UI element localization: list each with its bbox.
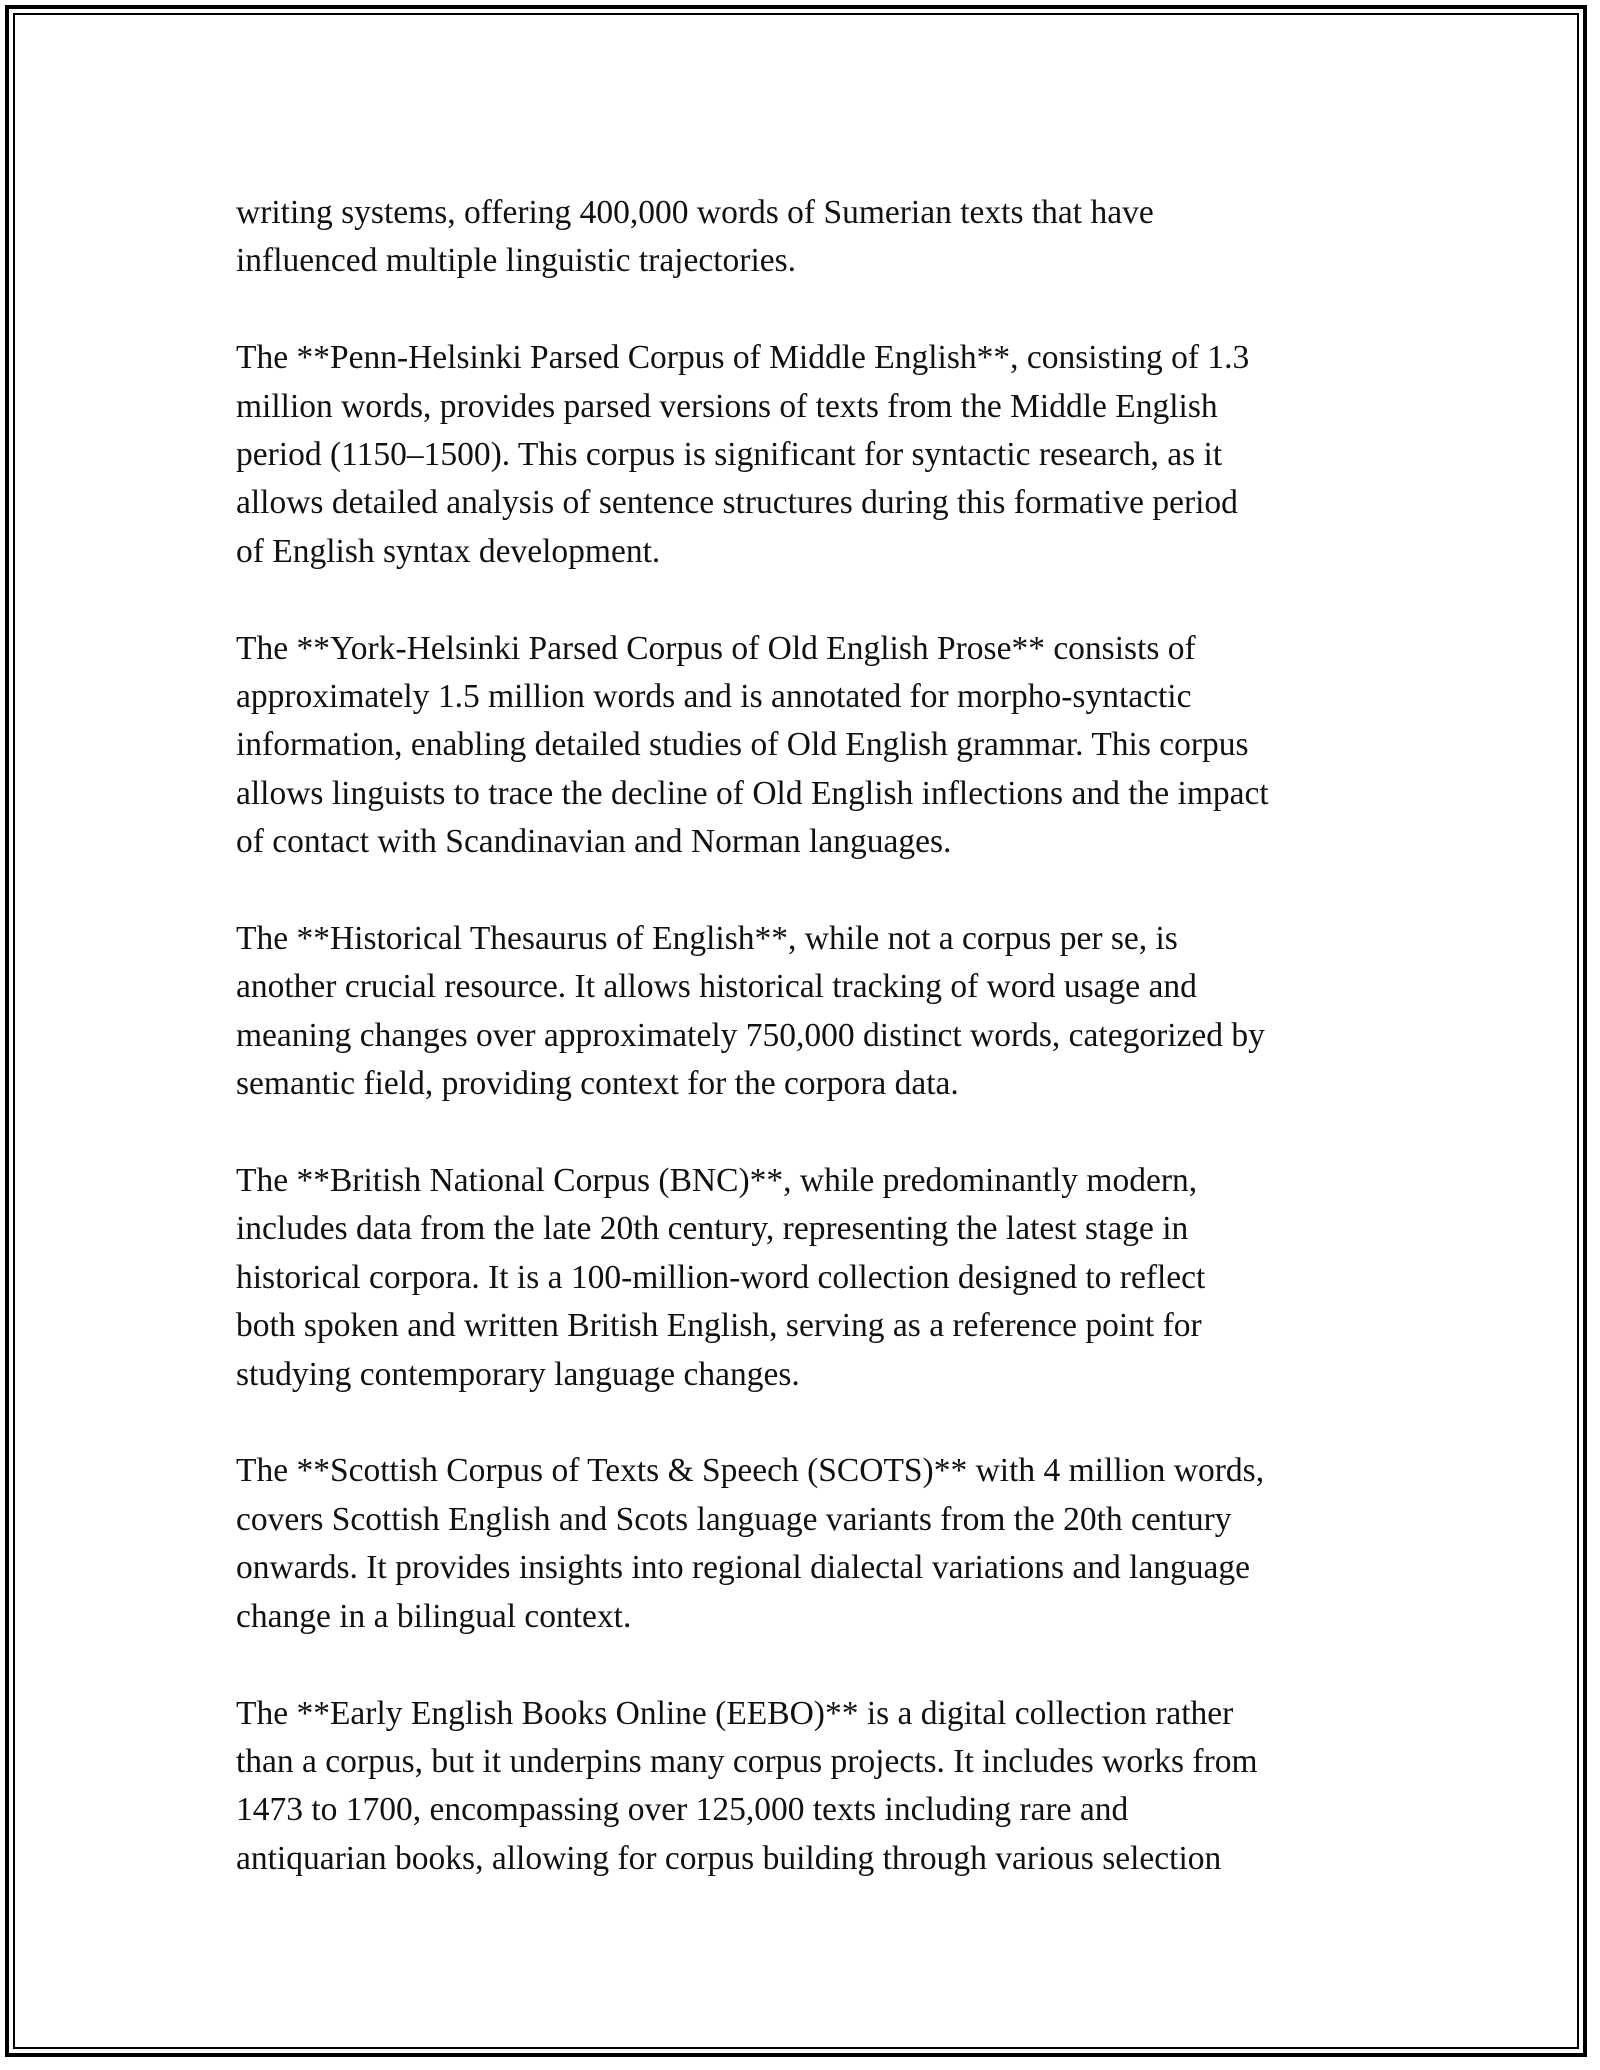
paragraph-historical-thesaurus <box>236 915 1384 1109</box>
text-line: of English syntax development. <box>236 532 661 570</box>
text-line: The **British National Corpus (BNC)**, while predominantly modern, <box>236 1162 1198 1200</box>
text-line: of contact with Scandinavian and Norman languages. <box>236 823 952 861</box>
text-line: The **Historical Thesaurus of English**, while not a corpus per se, is <box>236 920 1178 958</box>
text-line: The **Penn-Helsinki Parsed Corpus of Middle English**, consisting of 1.3 <box>236 339 1250 377</box>
text-line: allows linguists to trace the decline of Old English inflections and the impact <box>236 774 1269 812</box>
text-line: than a corpus, but it underpins many corpus projects. It includes works from <box>236 1742 1258 1780</box>
text-line: onwards. It provides insights into regional dialectal variations and language <box>236 1549 1251 1587</box>
text-line: The **York-Helsinki Parsed Corpus of Old English Prose** consists of <box>236 629 1196 667</box>
text-line: period (1150–1500). This corpus is significant for syntactic research, as it <box>236 436 1223 474</box>
paragraph-penn-helsinki <box>236 334 1384 576</box>
text-line: another crucial resource. It allows historical tracking of word usage and <box>236 968 1197 1006</box>
text-line: meaning changes over approximately 750,000 distinct words, categorized by <box>236 1016 1265 1054</box>
text-line: allows detailed analysis of sentence structures during this formative period <box>236 484 1238 522</box>
text-line: both spoken and written British English, serving as a reference point for <box>236 1307 1202 1345</box>
text-line: information, enabling detailed studies of Old English grammar. This corpus <box>236 726 1249 764</box>
text-line: writing systems, offering 400,000 words of Sumerian texts that have <box>236 194 1154 231</box>
paragraph-british-national-corpus <box>236 1157 1384 1399</box>
text-line: 1473 to 1700, encompassing over 125,000 texts including rare and <box>236 1791 1129 1829</box>
text-line: approximately 1.5 million words and is annotated for morpho-syntactic <box>236 678 1192 716</box>
text-line: historical corpora. It is a 100-million-word collection designed to reflect <box>236 1258 1206 1296</box>
text-line: antiquarian books, allowing for corpus building through various selection <box>236 1839 1222 1877</box>
paragraph-eebo <box>236 1690 1384 1884</box>
text-line: semantic field, providing context for the corpora data. <box>236 1065 959 1103</box>
text-line: influenced multiple linguistic trajectories. <box>236 242 797 280</box>
text-line: covers Scottish English and Scots language variants from the 20th century <box>236 1500 1232 1538</box>
text-line: million words, provides parsed versions of texts from the Middle English <box>236 387 1218 425</box>
paragraph-york-helsinki <box>236 625 1384 867</box>
document-body <box>236 189 1384 1932</box>
paragraph-sumerian-continuation <box>236 189 1384 286</box>
text-line: The **Scottish Corpus of Texts & Speech (SCOTS)** with 4 million words, <box>236 1452 1265 1490</box>
text-line: includes data from the late 20th century, representing the latest stage in <box>236 1210 1189 1248</box>
text-line: studying contemporary language changes. <box>236 1355 800 1393</box>
text-line: change in a bilingual context. <box>236 1597 632 1635</box>
paragraph-scottish-corpus <box>236 1447 1384 1641</box>
text-line: The **Early English Books Online (EEBO)** is a digital collection rather <box>236 1694 1234 1732</box>
